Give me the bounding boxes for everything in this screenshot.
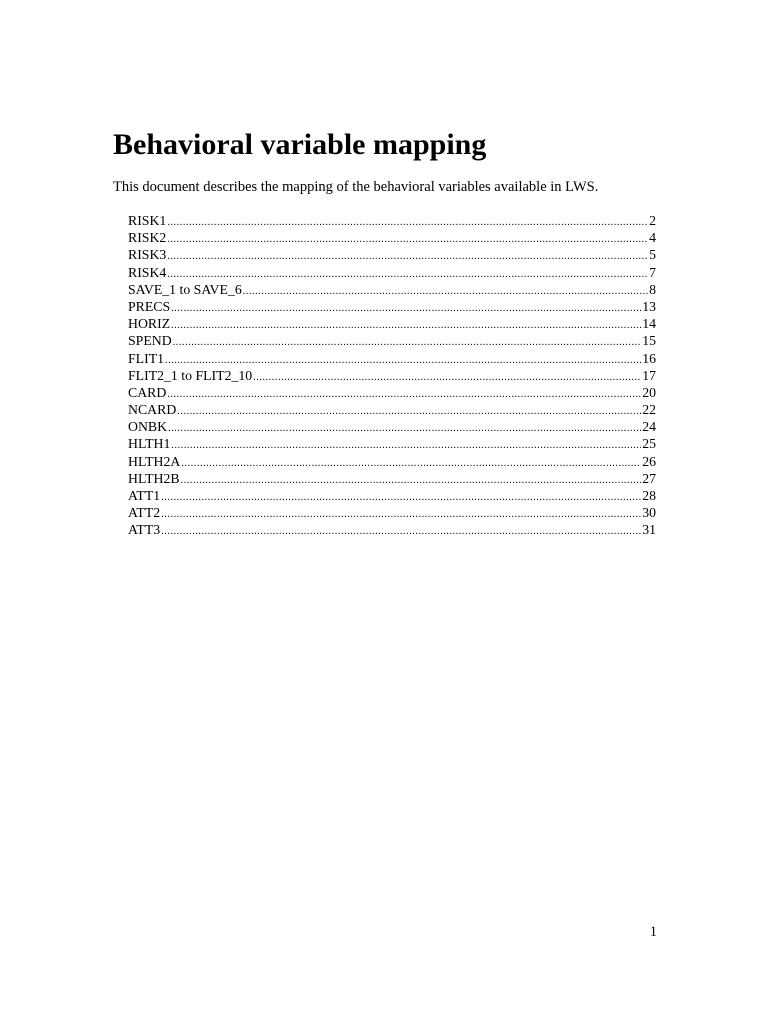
toc-dot-leader <box>167 248 648 263</box>
toc-dot-leader <box>167 386 641 401</box>
toc-dot-leader <box>161 506 641 521</box>
toc-entry-label[interactable]: SAVE_1 to SAVE_6 <box>128 281 242 297</box>
toc-entry-page-number[interactable]: 28 <box>642 488 656 503</box>
toc-entry-page-number[interactable]: 25 <box>642 436 656 452</box>
toc-entry[interactable] <box>128 435 656 452</box>
toc-entry-page-number[interactable]: 27 <box>642 470 656 486</box>
page-number: 1 <box>649 924 657 940</box>
toc-entry-label[interactable]: ATT3 <box>128 522 161 538</box>
toc-entry-label[interactable]: RISK1 <box>128 213 167 228</box>
toc-dot-leader <box>177 403 641 418</box>
toc-dot-leader <box>171 317 641 332</box>
toc-entry-label[interactable]: NCARD <box>128 402 177 418</box>
toc-dot-leader <box>161 489 641 504</box>
toc-entry[interactable] <box>128 418 656 435</box>
toc-entry-page-number[interactable]: 24 <box>642 419 656 435</box>
toc-dot-leader <box>173 334 642 349</box>
toc-entry-label[interactable]: CARD <box>128 384 167 400</box>
toc-entry-label[interactable]: FLIT2_1 to FLIT2_10 <box>128 367 253 383</box>
toc-entry-page-number[interactable]: 31 <box>642 522 656 538</box>
toc-entry[interactable] <box>128 298 656 315</box>
toc-entry-page-number[interactable]: 30 <box>642 505 656 521</box>
toc-entry[interactable] <box>128 401 656 418</box>
toc-entry[interactable] <box>128 212 656 229</box>
toc-entry-label[interactable]: RISK2 <box>128 230 167 246</box>
toc-entry-label[interactable]: HLTH1 <box>128 436 171 452</box>
table-of-contents <box>128 212 656 539</box>
toc-entry-page-number[interactable]: 22 <box>642 402 656 418</box>
toc-dot-leader <box>167 214 648 229</box>
toc-entry-page-number[interactable]: 17 <box>642 367 656 383</box>
toc-entry[interactable] <box>128 264 656 281</box>
toc-entry-page-number[interactable]: 5 <box>649 247 656 263</box>
document-title: Behavioral variable mapping <box>113 128 487 161</box>
toc-entry-label[interactable]: HLTH2B <box>128 470 180 486</box>
toc-entry-page-number[interactable]: 16 <box>642 350 656 366</box>
toc-entry[interactable] <box>128 246 656 263</box>
toc-entry[interactable] <box>128 332 656 349</box>
toc-entry[interactable] <box>128 453 656 470</box>
toc-entry-page-number[interactable]: 15 <box>642 333 656 349</box>
toc-entry[interactable] <box>128 521 656 538</box>
toc-entry-label[interactable]: HORIZ <box>128 316 171 332</box>
toc-entry[interactable] <box>128 487 656 504</box>
toc-entry[interactable] <box>128 470 656 487</box>
toc-entry-label[interactable]: FLIT1 <box>128 350 165 366</box>
toc-dot-leader <box>168 420 641 435</box>
toc-entry[interactable] <box>128 504 656 521</box>
toc-entry[interactable] <box>128 367 656 384</box>
toc-entry-label[interactable]: RISK3 <box>128 247 167 263</box>
toc-entry[interactable] <box>128 384 656 401</box>
toc-dot-leader <box>181 472 642 487</box>
toc-entry-page-number[interactable]: 26 <box>642 453 656 469</box>
toc-dot-leader <box>167 266 648 281</box>
toc-entry-label[interactable]: HLTH2A <box>128 453 181 469</box>
toc-dot-leader <box>167 231 648 246</box>
toc-entry-label[interactable]: ATT1 <box>128 488 161 503</box>
toc-entry-page-number[interactable]: 14 <box>642 316 656 332</box>
toc-dot-leader <box>181 455 641 470</box>
toc-dot-leader <box>171 300 641 315</box>
toc-entry-label[interactable]: PRECS <box>128 298 171 314</box>
toc-entry-label[interactable]: SPEND <box>128 333 172 349</box>
toc-dot-leader <box>161 523 641 538</box>
toc-entry-label[interactable]: ONBK <box>128 419 168 435</box>
toc-entry-label[interactable]: ATT2 <box>128 505 161 521</box>
toc-entry-page-number[interactable]: 8 <box>649 281 656 297</box>
toc-entry-page-number[interactable]: 20 <box>642 384 656 400</box>
toc-entry[interactable] <box>128 281 656 298</box>
toc-entry[interactable] <box>128 315 656 332</box>
toc-entry-label[interactable]: RISK4 <box>128 264 167 280</box>
toc-entry-page-number[interactable]: 13 <box>642 298 656 314</box>
toc-dot-leader <box>243 283 648 298</box>
toc-entry[interactable] <box>128 350 656 367</box>
toc-dot-leader <box>165 352 641 367</box>
toc-entry[interactable] <box>128 229 656 246</box>
toc-dot-leader <box>253 369 641 384</box>
toc-entry-page-number[interactable]: 2 <box>649 213 656 228</box>
toc-entry-page-number[interactable]: 7 <box>649 264 656 280</box>
toc-entry-page-number[interactable]: 4 <box>649 230 656 246</box>
intro-paragraph: This document describes the mapping of the behavioral variables available in LWS. <box>113 179 599 195</box>
toc-dot-leader <box>171 437 641 452</box>
